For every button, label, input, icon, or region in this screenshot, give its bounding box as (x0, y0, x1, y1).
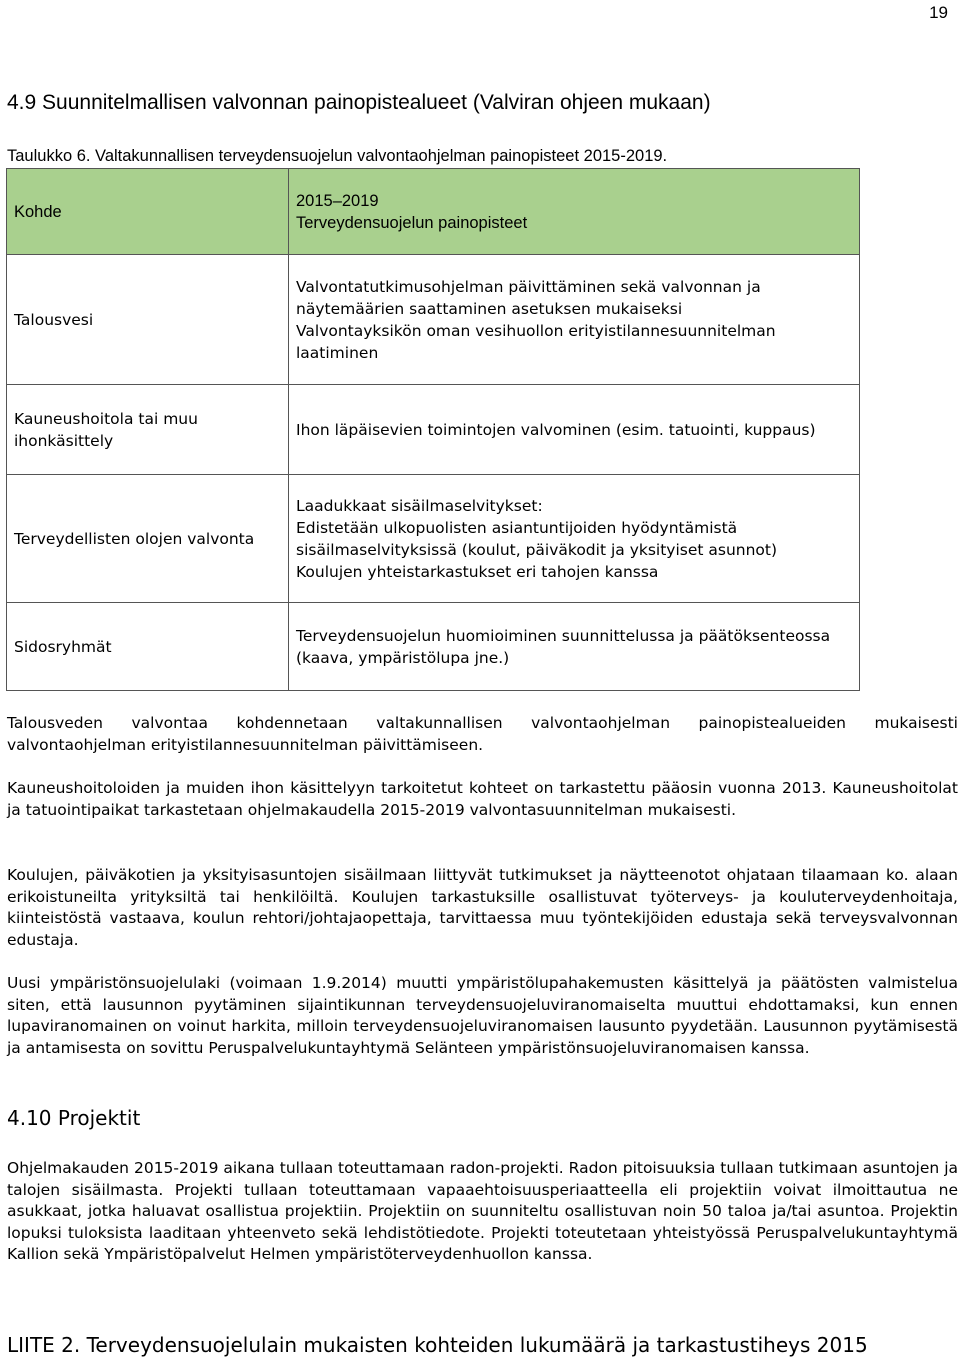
focus-line: Terveydensuojelun huomioiminen suunnittelussa ja päätöksenteossa (kaava, ympäristölupa jne.) (296, 626, 831, 667)
focus-line: Koulujen yhteistarkastukset eri tahojen kanssa (296, 562, 659, 581)
paragraph: Uusi ympäristönsuojelulaki (voimaan 1.9.2014) muutti ympäristölupahakemusten käsittelyä ja päätösten valmistelua siten, että lausunnon pyytäminen sijaintikunnan terveydensuojeluviranomaiselta muuttui ehdottamaksi, kun ennen lupaviranomainen on voinut harkita, milloin terveydensuojeluviranomaisen lausunto pyydetään. Lausunnon pyytämisestä ja antamisesta on sovittu Peruspalvelukuntayhtymä Selänteen ympäristönsuojeluviranomaisen kanssa. (7, 974, 958, 1057)
projects-heading: 4.10 Projektit (7, 1106, 141, 1130)
focus-areas-table (6, 168, 860, 691)
appendix-heading: LIITE 2. Terveydensuojelulain mukaisten kohteiden lukumäärä ja tarkastustiheys 2015 (7, 1333, 868, 1357)
table-caption: Taulukko 6. Valtakunnallisen terveydensuojelun valvontaohjelman painopisteet 2015-2019. (7, 147, 668, 165)
header-years: 2015–2019 (296, 191, 379, 210)
projects-paragraph: Ohjelmakauden 2015-2019 aikana tullaan toteuttamaan radon-projekti. Radon pitoisuuksia tullaan tutkimaan asuntojen ja talojen sisäilmasta. Projekti tullaan toteuttamaan vapaaehtoisuusperiaatteella eli projektiin voivat ilmoittautua ne asukkaat, jotka haluavat osallistua projektiin. Projektiin on suunniteltu osallistuvan noin 50 taloa ja/tai asuntoa. Projektin lopuksi tuloksista laaditaan yhteenveto sekä lehdistötiedote. Projekti toteutetaan yhteistyössä Peruspalvelukuntayhtymä Kallion sekä Ympäristöpalvelut Helmen ympäristöterveydenhuollon kanssa. (7, 1159, 958, 1263)
table-row (7, 385, 860, 475)
header-target-label: Kohde (14, 202, 62, 221)
table-row (7, 255, 860, 385)
row-focus (289, 603, 860, 691)
table-header-row (7, 169, 860, 255)
row-focus (289, 255, 860, 385)
header-focus (289, 169, 860, 255)
table-row (7, 603, 860, 691)
focus-line: Valvontatutkimusohjelman päivittäminen sekä valvonnan ja näytemäärien saattaminen asetuksen mukaiseksi (296, 277, 761, 318)
row-target: Sidosryhmät (7, 603, 289, 691)
focus-line: Valvontayksikön oman vesihuollon erityistilannesuunnitelman laatiminen (296, 321, 776, 362)
paragraph: Kauneushoitoloiden ja muiden ihon käsittelyyn tarkoitetut kohteet on tarkastettu pääosin vuonna 2013. Kauneushoitolat ja tatuointipaikat tarkastetaan ohjelmakaudella 2015-2019 valvontasuunnitelman mukaisesti. (7, 779, 958, 819)
page-number: 19 (929, 3, 948, 22)
focus-line: Laadukkaat sisäilmaselvitykset: (296, 496, 543, 515)
row-focus (289, 385, 860, 475)
row-target: Talousvesi (7, 255, 289, 385)
row-focus (289, 475, 860, 603)
focus-line: Edistetään ulkopuolisten asiantuntijoiden hyödyntämistä sisäilmaselvityksissä (koulut, päiväkodit ja yksityiset asunnot) (296, 518, 778, 559)
section-heading: 4.9 Suunnitelmallisen valvonnan painopistealueet (Valviran ohjeen mukaan) (7, 91, 711, 114)
paragraph: Koulujen, päiväkotien ja yksityisasuntojen sisäilmaan liittyvät tutkimukset ja näytteenotot ohjataan tilaamaan ko. alaan erikoistuneilta yrityksiltä tai henkilöiltä. Koulujen tarkastuksille osallistuvat työterveys- ja kouluterveydenhoitaja, kiinteistöstä vastaava, koulun rehtori/johtajaopettaja, tarvittaessa muu työntekijöiden edustaja sekä terveysvalvonnan edustaja. (7, 866, 958, 949)
header-focus-label: Terveydensuojelun painopisteet (296, 213, 528, 232)
row-target: Kauneushoitola tai muu ihonkäsittely (7, 385, 289, 475)
row-target: Terveydellisten olojen valvonta (7, 475, 289, 603)
paragraph: Talousveden valvontaa kohdennetaan valtakunnallisen valvontaohjelman painopistealueiden mukaisesti valvontaohjelman erityistilannesuunnitelman päivittämiseen. (7, 714, 958, 754)
header-target (7, 169, 289, 255)
focus-line: Ihon läpäisevien toimintojen valvominen (esim. tatuointi, kuppaus) (296, 420, 816, 439)
table-row (7, 475, 860, 603)
